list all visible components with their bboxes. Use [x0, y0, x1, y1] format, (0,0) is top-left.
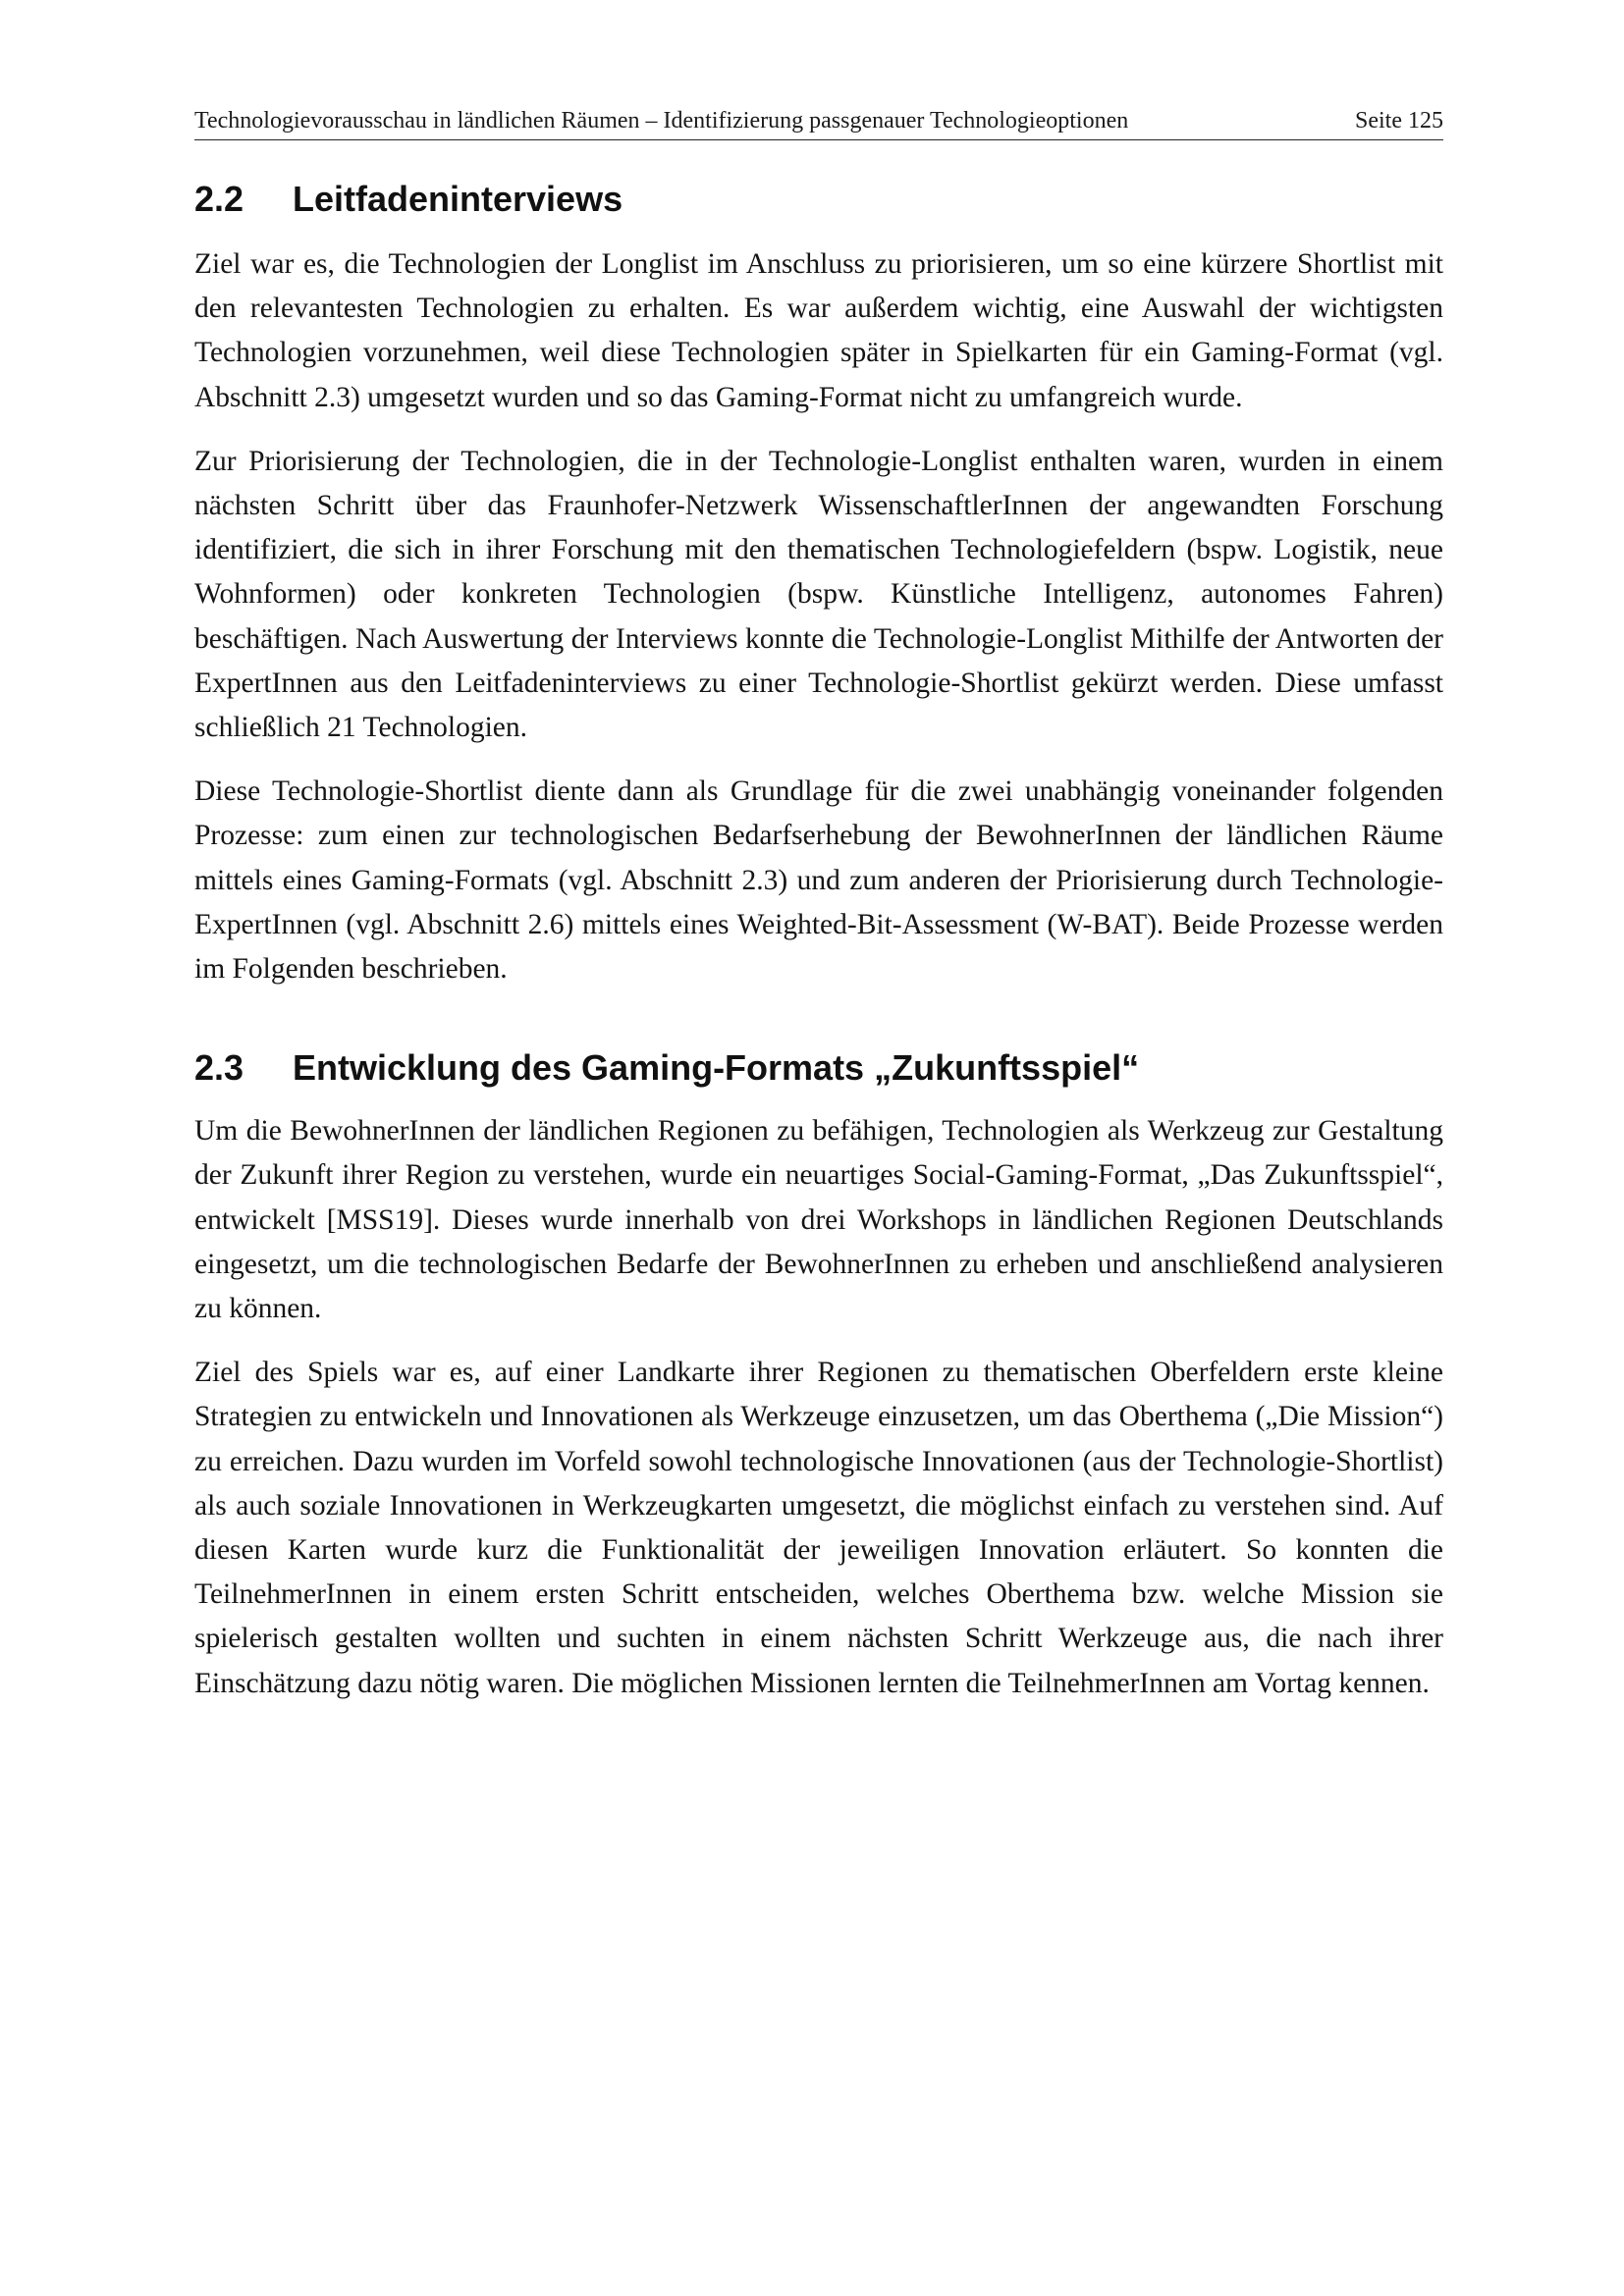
body-paragraph: Zur Priorisierung der Technologien, die in der Technologie-Longlist enthalten waren, wurden in einem nächsten Schritt über das Fraunhofer-Netzwerk WissenschaftlerInnen der angewandten Forschung identifiziert, die sich in ihrer Forschung mit den thematischen Technologiefeldern (bspw. Logistik, neue Wohnformen) oder konkreten Technologien (bspw. Künstliche Intelligenz, autonomes Fahren) beschäftigen. Nach Auswertung der Interviews konnte die Technologie-Longlist Mithilfe der Antworten der ExpertInnen aus den Leitfadeninterviews zu einer Technologie-Shortlist gekürzt werden. Diese umfasst schließlich 21 Technologien. [194, 445, 1443, 744]
section-number: 2.3 [194, 1047, 244, 1089]
body-paragraph: Ziel war es, die Technologien der Longlist im Anschluss zu priorisieren, um so eine kürzere Shortlist mit den relevantesten Technologien zu erhalten. Es war außerdem wichtig, eine Auswahl der wichtigsten Technologien vorzunehmen, weil diese Technologien später in Spielkarten für ein Gaming-Format (vgl. Abschnitt 2.3) umgesetzt wurden und so das Gaming-Format nicht zu umfangreich wurde. [194, 248, 1443, 413]
section-title: Leitfadeninterviews [293, 179, 623, 219]
section-heading-2-3 [194, 1046, 1443, 1090]
document-page [194, 106, 1443, 1726]
body-paragraph: Diese Technologie-Shortlist diente dann als Grundlage für die zwei unabhängig voneinander folgenden Prozesse: zum einen zur technologischen Bedarfserhebung der BewohnerInnen der ländlichen Räume mittels eines Gaming-Formats (vgl. Abschnitt 2.3) und zum anderen der Priorisierung durch Technologie-ExpertInnen (vgl. Abschnitt 2.6) mittels eines Weighted-Bit-Assessment (W-BAT). Beide Prozesse werden im Folgenden beschrieben. [194, 775, 1443, 986]
section-number: 2.2 [194, 179, 244, 219]
running-header [194, 106, 1443, 140]
section-heading-2-2 [194, 178, 1443, 221]
body-paragraph: Ziel des Spiels war es, auf einer Landkarte ihrer Regionen zu thematischen Oberfeldern erste kleine Strategien zu entwickeln und Innovationen als Werkzeuge einzusetzen, um das Oberthema („Die Mission“) zu erreichen. Dazu wurden im Vorfeld sowohl technologische Innovationen (aus der Technologie-Shortlist) als auch soziale Innovationen in Werkzeugkarten umgesetzt, die möglichst einfach zu verstehen sind. Auf diesen Karten wurde kurz die Funktionalität der jeweiligen Innovation erläutert. So konnten die TeilnehmerInnen in einem ersten Schritt entscheiden, welches Oberthema bzw. welche Mission sie spielerisch gestalten wollten und suchten in einem nächsten Schritt Werkzeuge aus, die nach ihrer Einschätzung dazu nötig waren. Die möglichen Missionen lernten die TeilnehmerInnen am Vortag kennen. [194, 1357, 1443, 1699]
body-paragraph: Um die BewohnerInnen der ländlichen Regionen zu befähigen, Technologien als Werkzeug zur Gestaltung der Zukunft ihrer Region zu verstehen, wurde ein neuartiges Social-Gaming-Format, „Das Zukunftsspiel“, entwickelt [MSS19]. Dieses wurde innerhalb von drei Workshops in ländlichen Regionen Deutschlands eingesetzt, um die technologischen Bedarfe der BewohnerInnen zu erheben und anschließend analysieren zu können. [194, 1115, 1443, 1325]
running-title: Technologievorausschau in ländlichen Räumen – Identifizierung passgenauer Technologieoptionen [194, 108, 1129, 133]
page-number: Seite 125 [1355, 108, 1443, 133]
section-title: Entwicklung des Gaming-Formats „Zukunftsspiel“ [293, 1047, 1140, 1089]
